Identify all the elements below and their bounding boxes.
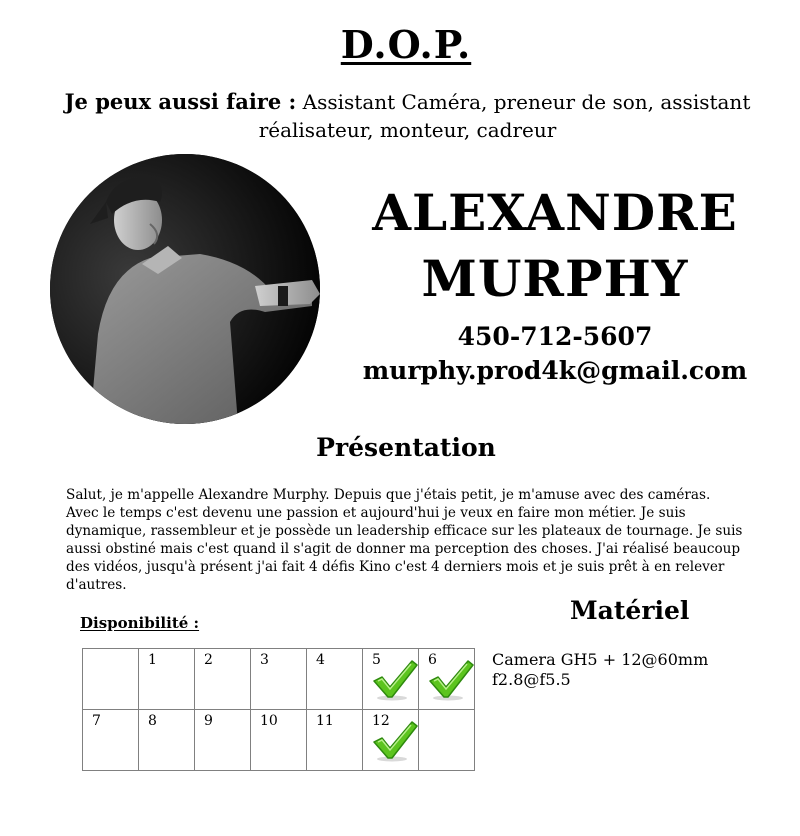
calendar-cell	[419, 710, 475, 771]
calendar-day-number: 6	[428, 652, 437, 668]
calendar-cell	[307, 649, 363, 710]
green-checkmark-icon	[372, 718, 418, 764]
phone-number: 450-712-5607	[457, 322, 653, 351]
equipment-item: Camera GH5 + 12@60mm	[492, 650, 709, 669]
green-checkmark-icon	[372, 657, 418, 703]
availability-calendar	[82, 648, 475, 771]
calendar-cell	[251, 649, 307, 710]
calendar-row	[83, 710, 475, 771]
calendar-row	[83, 649, 475, 710]
calendar-day-number: 5	[372, 652, 381, 668]
calendar-cell	[139, 649, 195, 710]
calendar-cell	[363, 710, 419, 771]
calendar-day-number: 4	[316, 652, 325, 668]
email-address: murphy.prod4k@gmail.com	[362, 356, 748, 385]
equipment-list	[492, 650, 722, 690]
equipment-heading: Matériel	[570, 596, 690, 625]
presentation-heading: Présentation	[316, 433, 496, 462]
green-checkmark-icon	[428, 657, 474, 703]
page-title: D.O.P.	[340, 22, 472, 67]
other-roles	[30, 88, 785, 144]
calendar-cell	[83, 649, 139, 710]
first-name: ALEXANDRE	[372, 183, 738, 242]
profile-photo	[50, 154, 320, 424]
profile-photo-image	[50, 154, 320, 424]
presentation-text: Salut, je m'appelle Alexandre Murphy. Depuis que j'étais petit, je m'amuse avec des caméras. Avec le temps c'est devenu une passion et aujourd'hui je veux en faire mon métier. Je suis dynamique, rassembleur et je possède un leadership efficace sur les plateaux de tournage. Je suis aussi obstiné mais c'est quand il s'agit de donner ma perception des choses. J'ai réalisé beaucoup des vidéos, jusqu'à présent j'ai fait 4 défis Kino c'est 4 derniers mois et je suis prêt à en relever d'autres.	[66, 487, 743, 593]
availability-label: Disponibilité :	[80, 614, 200, 632]
calendar-day-number: 9	[204, 713, 213, 729]
calendar-cell	[307, 710, 363, 771]
calendar-day-number: 1	[148, 652, 157, 668]
other-roles-label: Je peux aussi faire :	[64, 89, 297, 114]
calendar-day-number: 2	[204, 652, 213, 668]
calendar-day-number: 8	[148, 713, 157, 729]
calendar-cell	[139, 710, 195, 771]
calendar-cell	[363, 649, 419, 710]
last-name: MURPHY	[421, 249, 689, 308]
equipment-item: f2.8@f5.5	[492, 670, 571, 689]
calendar-day-number: 7	[92, 713, 101, 729]
calendar-day-number: 11	[316, 713, 334, 729]
calendar-day-number: 12	[372, 713, 390, 729]
calendar-day-number: 3	[260, 652, 269, 668]
calendar-day-number: 10	[260, 713, 278, 729]
calendar-cell	[419, 649, 475, 710]
calendar-cell	[83, 710, 139, 771]
calendar-cell	[195, 649, 251, 710]
calendar-cell	[195, 710, 251, 771]
calendar-cell	[251, 710, 307, 771]
other-roles-list: Assistant Caméra, preneur de son, assistant réalisateur, monteur, cadreur	[258, 90, 751, 142]
person-name	[355, 180, 755, 312]
